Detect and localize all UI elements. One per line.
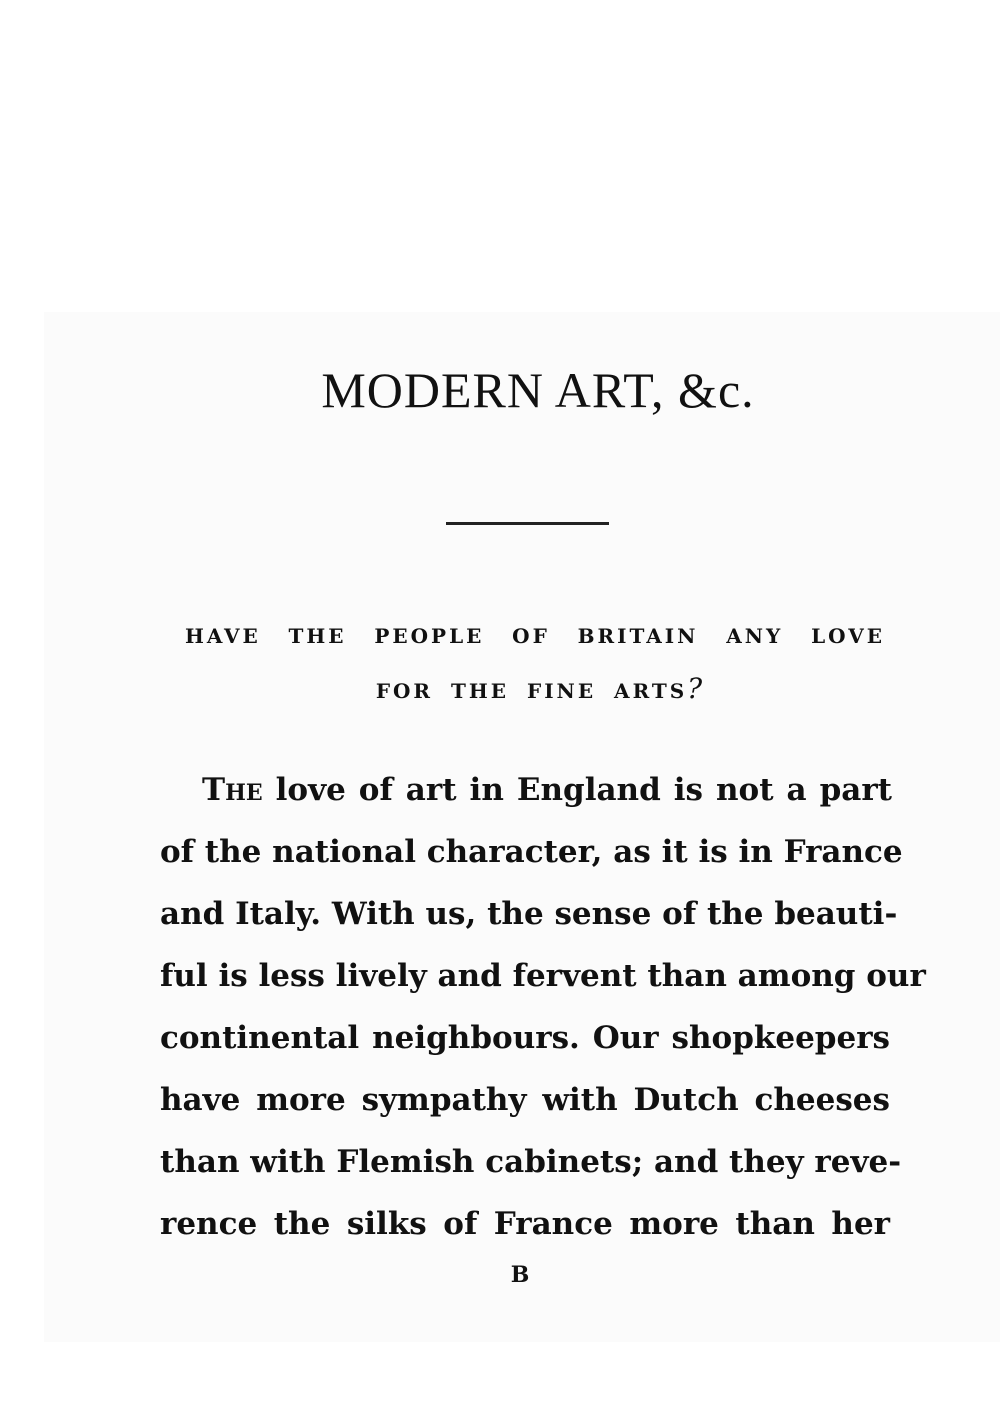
body-line-1-text: love of art in England is not a part <box>275 772 893 808</box>
chapter-heading-question-mark: ? <box>687 672 703 705</box>
body-line-6: have more sympathy with Dutch cheeses <box>160 1082 890 1118</box>
body-line-2: of the national character, as it is in France <box>160 834 903 870</box>
body-line-1 <box>202 770 892 810</box>
chapter-heading-line-1: HAVE THE PEOPLE OF BRITAIN ANY LOVE <box>185 624 885 648</box>
body-line-8: rence the silks of France more than her <box>160 1206 890 1242</box>
body-first-word: The <box>202 772 263 808</box>
chapter-heading-line-2-text: FOR THE FINE ARTS <box>375 679 688 703</box>
page-title: MODERN ART, &c. <box>321 362 755 418</box>
body-line-4: ful is less lively and fervent than among our <box>160 958 926 994</box>
body-line-5: continental neighbours. Our shopkeepers <box>160 1020 890 1056</box>
body-line-7: than with Flemish cabinets; and they reve- <box>160 1144 902 1180</box>
signature-mark: B <box>510 1262 530 1288</box>
body-line-3: and Italy. With us, the sense of the beauti- <box>160 896 898 932</box>
title-rule-divider <box>446 522 609 525</box>
page-scan-area <box>44 312 1000 1342</box>
chapter-heading-line-2 <box>160 674 904 706</box>
